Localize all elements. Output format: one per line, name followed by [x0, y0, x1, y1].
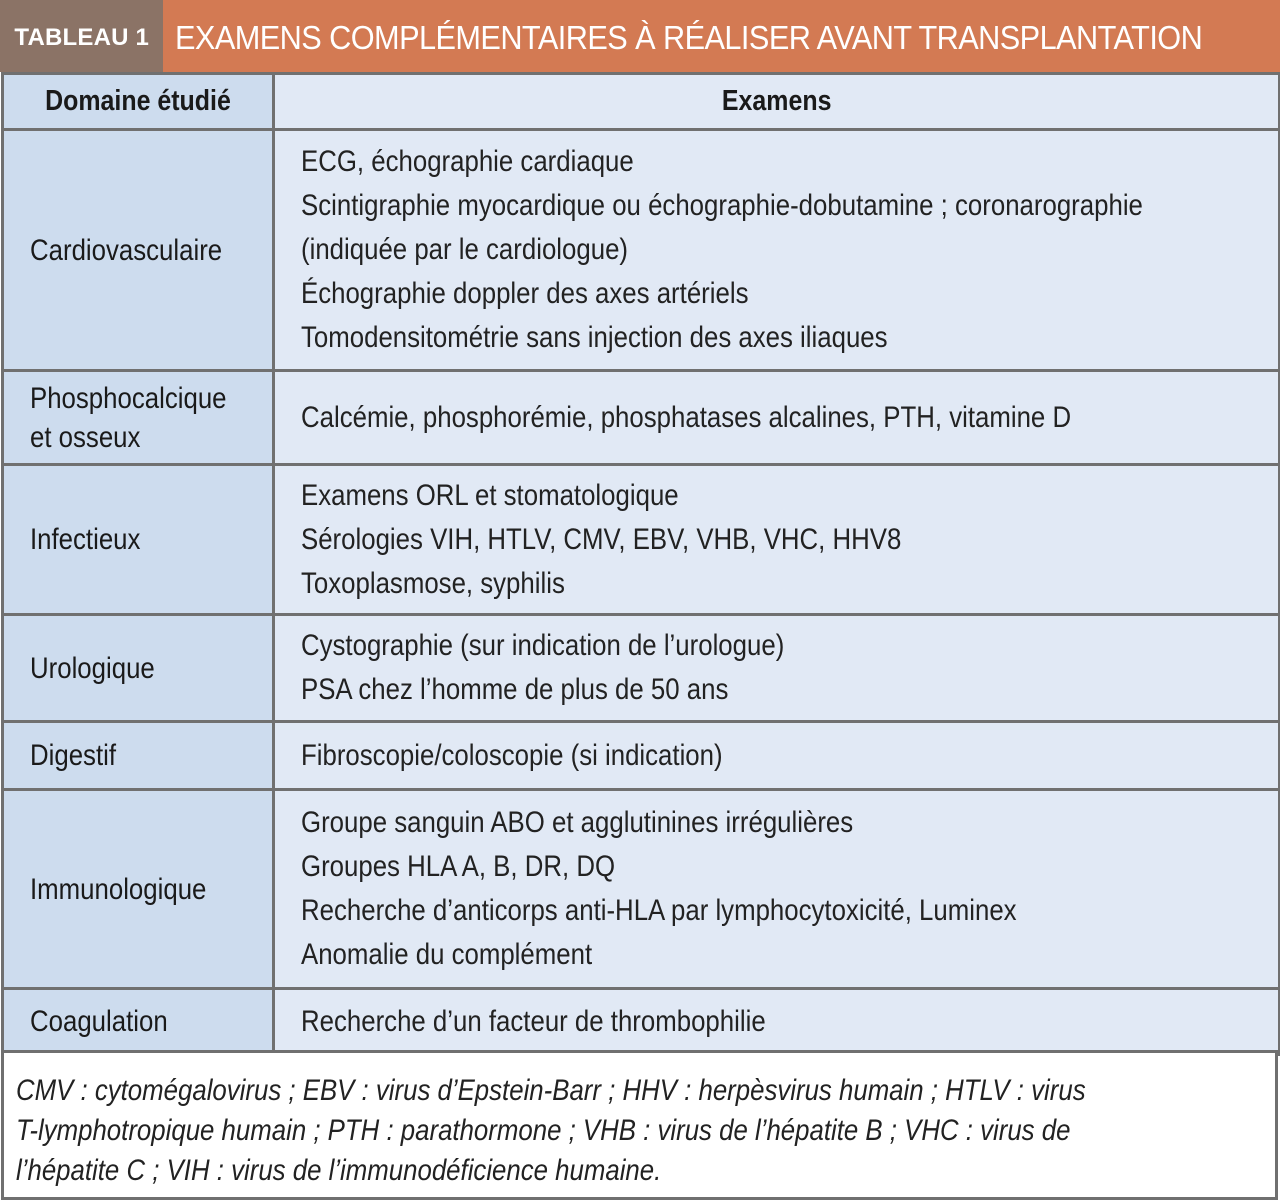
table-body — [3, 130, 1280, 1055]
column-header-domain-text: Domaine étudié — [45, 85, 231, 117]
exams-cell — [274, 615, 1280, 722]
table-row — [3, 790, 1280, 989]
table-row — [3, 371, 1280, 465]
exams-table — [1, 72, 1280, 1056]
table-number-label: TABLEAU 1 — [0, 0, 163, 72]
exams-cell — [274, 790, 1280, 989]
exam-item: Scintigraphie myocardique ou échographie-dobutamine ; coronarographie — [301, 189, 1143, 222]
footnote-line: CMV : cytomégalovirus ; EBV : virus d’Epstein-Barr ; HHV : herpèsvirus humain ; HTLV : virus — [16, 1074, 1086, 1107]
exam-item: Échographie doppler des axes artériels — [301, 277, 749, 310]
exam-item: Fibroscopie/coloscopie (si indication) — [301, 738, 723, 772]
table-row — [3, 722, 1280, 790]
table-row — [3, 615, 1280, 722]
exams-cell — [274, 371, 1280, 465]
exam-item: Recherche d’anticorps anti-HLA par lymphocytoxicité, Luminex — [301, 894, 1017, 927]
domain-cell — [3, 130, 274, 371]
domain-label: Phosphocalcique — [30, 381, 227, 415]
exam-item: Tomodensitométrie sans injection des axes iliaques — [301, 321, 888, 354]
column-header-domain — [3, 74, 274, 130]
domain-label: Digestif — [30, 739, 117, 772]
footnote-abbreviations — [1, 1050, 1278, 1200]
exam-item: Groupe sanguin ABO et agglutinines irrégulières — [301, 806, 854, 839]
domain-label: Immunologique — [30, 872, 207, 906]
exam-item: Sérologies VIH, HTLV, CMV, EBV, VHB, VHC, HHV8 — [301, 522, 902, 556]
exam-item: Toxoplasmose, syphilis — [301, 566, 565, 600]
table-title — [163, 0, 1280, 72]
exam-item: Recherche d’un facteur de thrombophilie — [301, 1004, 766, 1038]
domain-label: Urologique — [30, 651, 155, 685]
exams-cell — [274, 130, 1280, 371]
table-title-bar — [0, 0, 1280, 72]
exam-item: Anomalie du complément — [301, 938, 593, 971]
exam-item: Examens ORL et stomatologique — [301, 478, 679, 512]
exam-item: Groupes HLA A, B, DR, DQ — [301, 850, 616, 883]
exam-item: ECG, échographie cardiaque — [301, 145, 634, 178]
exams-cell — [274, 989, 1280, 1055]
table-row — [3, 130, 1280, 371]
domain-label: Coagulation — [30, 1005, 168, 1038]
table-row — [3, 989, 1280, 1055]
footnote-line: T-lymphotropique humain ; PTH : parathormone ; VHB : virus de l’hépatite B ; VHC : virus de — [16, 1114, 1071, 1147]
domain-cell — [3, 722, 274, 790]
column-header-exams — [274, 74, 1280, 130]
exam-item: (indiquée par le cardiologue) — [301, 233, 629, 266]
domain-cell — [3, 989, 274, 1055]
footnote-line: l’hépatite C ; VIH : virus de l’immunodéficience humaine. — [16, 1154, 662, 1187]
exam-item: Cystographie (sur indication de l’urologue) — [301, 629, 785, 662]
domain-cell — [3, 615, 274, 722]
domain-label: Cardiovasculaire — [30, 233, 223, 267]
exam-item: Calcémie, phosphorémie, phosphatases alcalines, PTH, vitamine D — [301, 400, 1072, 434]
table-title-text: EXAMENS COMPLÉMENTAIRES À RÉALISER AVANT TRANSPLANTATION — [175, 19, 1203, 56]
column-header-exams-text: Examens — [721, 85, 832, 117]
domain-cell — [3, 465, 274, 615]
exam-item: PSA chez l’homme de plus de 50 ans — [301, 673, 729, 706]
domain-cell — [3, 371, 274, 465]
table-row — [3, 465, 1280, 615]
domain-label: et osseux — [30, 420, 141, 454]
exams-cell — [274, 722, 1280, 790]
exams-cell — [274, 465, 1280, 615]
domain-label: Infectieux — [30, 523, 141, 556]
table-header-row — [3, 74, 1280, 130]
domain-cell — [3, 790, 274, 989]
